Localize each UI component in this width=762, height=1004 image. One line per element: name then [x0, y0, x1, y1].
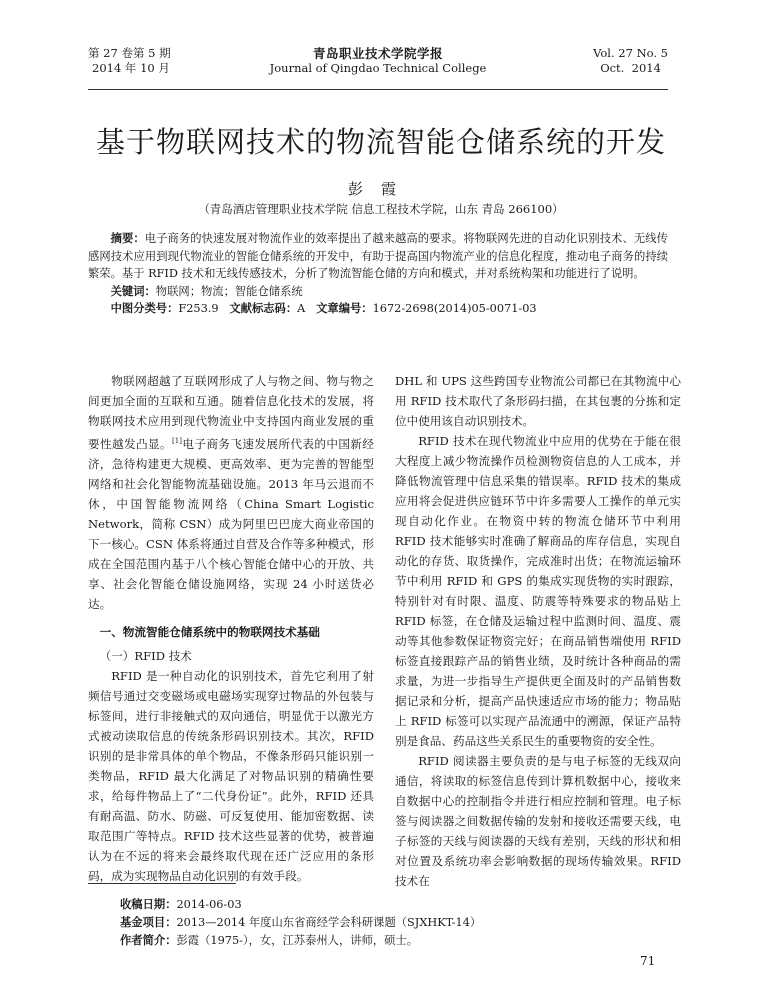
abstract-label: 摘要：: [110, 232, 145, 245]
paragraph: RFID 阅读器主要负责的是与电子标签的无线双向通信，将读取的标签信息传到计算机数据中心，接收来自数据中心的控制指令并进行相应控制和管理。电子标签与阅读器之间数据传输的发射和接收还需要天线，电子标签的天线与阅读器的天线有差别，天线的形状和相对位置及系统功率会影响数据的现场传输效果。RFID 技术在: [395, 754, 681, 888]
paragraph: RFID 技术在现代物流业中应用的优势在于能在很大程度上减少物流操作员检测物资信息的人工成本，并降低物流管理中信息采集的错误率。RFID 技术的集成应用将会促进供应链环节中许多需要人工操作的单元实现自动化作业。在物资中转的物流仓储环节中利用 RFID 技术能够实时准确了解商品的库存信息，实现自动化的存货、取货操作，完成准时出货；在物流运输环节中利用 RFID 和 GPS 的集成实现货物的实时跟踪，特别针对有时限、温度、防震等特殊要求的物品贴上 RFID 标签，在仓储及运输过程中监测时间、温度、震动等其他参数保证物资完好；在商品销售端使用 RFID 标签直接跟踪产品的销售业绩，及时统计各种商品的需求量，为进一步指导生产提供更全面及时的产品销售数据记录和分析，提高产品快速适应市场的能力；物品贴上 RFID 标签可以实现产品流通中的溯源，保证产品特别是食品、药品这些关系民生的重要物资的安全性。: [395, 434, 681, 748]
author-affiliation: （青岛酒店管理职业技术学院 信息工程技术学院，山东 青岛 266100）: [198, 202, 564, 216]
abstract: [88, 230, 668, 283]
author-name: 彭霞: [347, 180, 414, 198]
received-value: 2014-06-03: [176, 898, 242, 911]
keywords-text: 物联网；物流；智能仓储系统: [155, 284, 303, 298]
fund-label: 基金项目：: [120, 916, 177, 929]
paragraph: DHL 和 UPS 这些跨国专业物流公司都已在其物流中心用 RFID 技术取代了条形码扫描，在其包裹的分拣和定位中使用该自动识别技术。: [395, 374, 681, 428]
clc-value: F253.9: [178, 302, 219, 315]
fund-project: [120, 914, 660, 932]
header-center: [88, 46, 668, 76]
journal-name-en: Journal of Qingdao Technical College: [269, 61, 487, 75]
running-header: [88, 46, 668, 86]
received-date: [120, 896, 660, 914]
author-bio-label: 作者简介：: [120, 934, 177, 947]
date-en: Oct. 2014: [600, 61, 661, 75]
paragraph: [88, 371, 374, 614]
footnote-rule: [88, 883, 236, 884]
journal-name-cn: 青岛职业技术学院学报: [312, 46, 443, 61]
article-no-label: 文章编号：: [316, 302, 373, 315]
fund-value: 2013—2014 年度山东省商经学会科研课题（SJXHKT-14）: [176, 916, 482, 929]
page-number: 71: [640, 954, 656, 968]
article-no-value: 1672-2698(2014)05-0071-03: [372, 302, 537, 315]
date-cn: 2014 年 10 月: [92, 61, 170, 75]
header-rule: [88, 89, 668, 90]
keywords: [88, 283, 668, 301]
paragraph-text: 物联网超越了互联网形成了人与物之间、物与物之间更加全面的互联和互通。随着信息化技术的发展，将物联网技术应用到现代物流业中支持国内商业发展的重要性越发凸显。: [88, 374, 374, 451]
volume-issue-en: Vol. 27 No. 5: [593, 46, 668, 60]
classification-line: [88, 300, 668, 318]
subsection-heading: （一）RFID 技术: [99, 648, 192, 663]
received-label: 收稿日期：: [120, 898, 177, 911]
paragraph: RFID 是一种自动化的识别技术，首先它利用了射频信号通过交变磁场或电磁场实现穿过物品的外包装与标签间，进行非接触式的双向通信，明显优于以激光方式被动读取信息的传统条形码识别技术。其次，RFID 识别的是非常具体的单个物品，不像条形码只能识别一类物品，RFID 最大化满足了对物品识别的精确性要求，给每件物品上了“二代身份证”。此外，RFID 还具有耐高温、防水、防磁、可反复使用、能加密数据、读取范围广等特点。RFID 技术这些显著的优势，被普遍认为在不远的将来会最终取代现在还广泛应用的条形码，成为实现物品自动化识别的有效手段。: [88, 668, 374, 883]
doc-code-value: A: [297, 302, 306, 315]
clc-label: 中图分类号：: [110, 302, 179, 315]
abstract-block: [88, 230, 668, 318]
footnotes: [120, 896, 660, 950]
author-bio-value: 彭霞（1975-），女，江苏泰州人，讲师，硕士。: [176, 934, 419, 947]
volume-issue-cn: 第 27 卷第 5 期: [88, 46, 171, 60]
body-column-left: [88, 371, 374, 886]
body-column-right: [395, 371, 681, 891]
paragraph-text: 电子商务飞速发展所代表的中国新经济，急待构建更大规模、更高效率、更为完善的智能型网络和社会化智能物流基础设施。2013 年马云退而不休，中国智能物流网络（China Smart Logistic Network，简称 CSN）成为阿里巴巴庞大商业帝国的下一核心。CSN 体系将通过自营及合作等多种模式，形成在全国范围内基于八个核心智能仓储中心的开放、共享、社会化智能仓储设施网络，实现 24 小时送货必达。: [88, 436, 374, 611]
author-bio: [120, 932, 660, 950]
abstract-text: 电子商务的快速发展对物流作业的效率提出了越来越高的要求。将物联网先进的自动化识别技术、无线传感网技术应用到现代物流业的智能仓储系统的开发中，有助于提高国内物流产业的信息化程度，推动电子商务的持续繁荣。基于 RFID 技术和无线传感技术，分析了物流智能仓储的方向和模式，并对系统构架和功能进行了说明。: [88, 232, 668, 280]
article-title: 基于物联网技术的物流智能仓储系统的开发: [95, 125, 666, 159]
citation-ref: [1]: [172, 437, 182, 445]
section-heading: 一、物流智能仓储系统中的物联网技术基础: [99, 624, 320, 639]
doc-code-label: 文献标志码：: [229, 302, 298, 315]
header-right: [593, 46, 668, 76]
keywords-label: 关键词：: [110, 284, 156, 298]
